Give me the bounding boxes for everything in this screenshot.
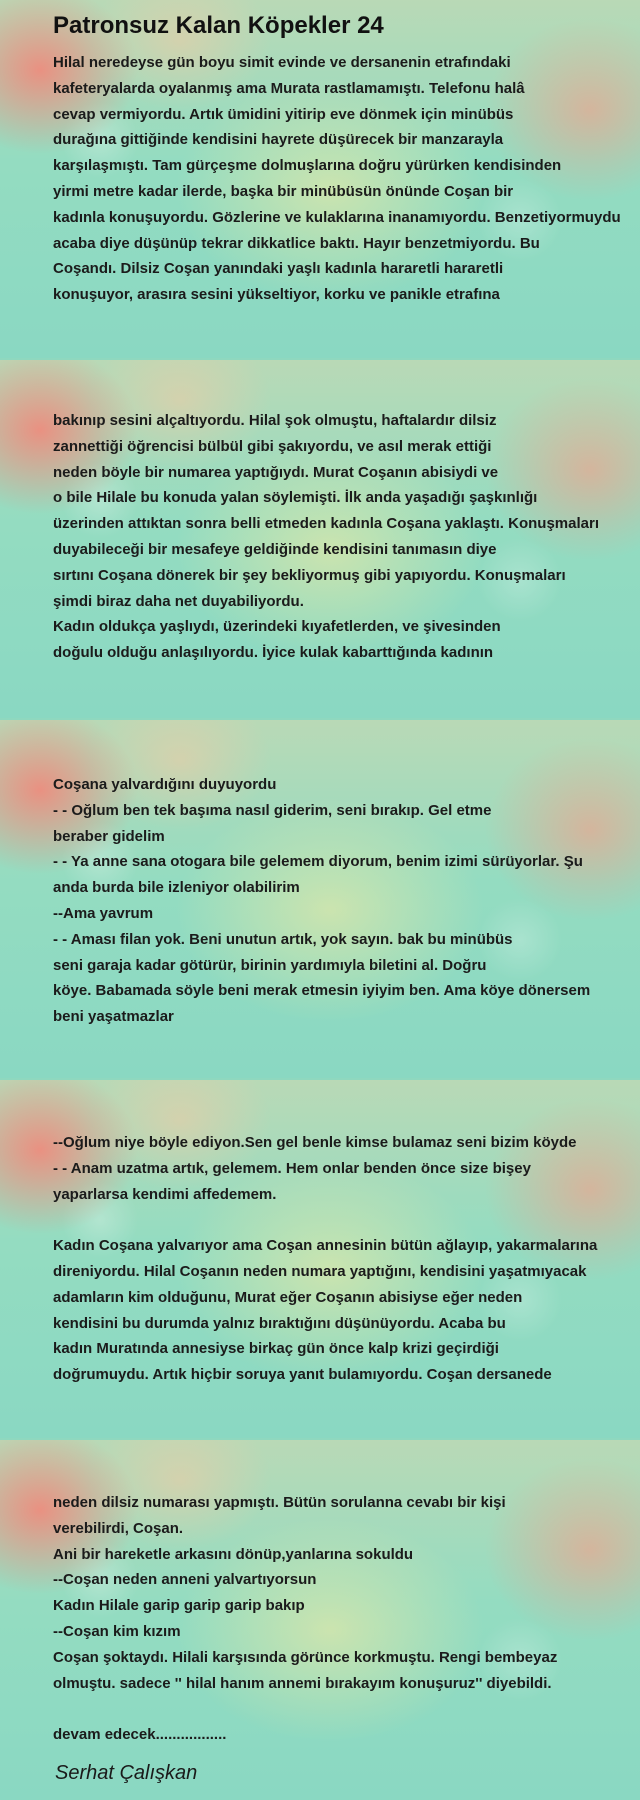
text-panel-2 [0, 360, 640, 718]
text-panel-4 [0, 1080, 640, 1438]
author-name[interactable]: Serhat Çalışkan [55, 1762, 198, 1784]
text-panel-3 [0, 720, 640, 1078]
poem-text-section-5: neden dilsiz numarası yapmıştı. Bütün sorulanna cevabı bir kişi verebilirdi, Coşan. Ani bir hareketle arkasını dönüp,yanlarına sokuldu --Coşan neden anneni yalvartıyorsun Kadın Hilale garip garip garip bakıp --Coşan kim kızım Coşan şoktaydı. Hilali karşısında görünce korkmuştu. Rengi bembeyaz olmuştu. sadece '' hilal hanım annemi bırakayım konuşuruz'' diyebildi. devam edecek................. [53, 1494, 558, 1744]
poem-text-section-4: --Oğlum niye böyle ediyon.Sen gel benle kimse bulamaz seni bizim köyde - - Anam uzatma artık, gelemem. Hem onlar benden önce size bişey yaparlarsa kendimi affedemem. Kadın Coşana yalvarıyor ama Coşan annesinin bütün ağlayıp, yakarmalarına direniyordu. Hilal Coşanın neden numara yaptığını, kendisini yaşatmıyacak adamların kim olduğunu, Murat eğer Coşanın abisiyse eğer neden kendisini bu durumda yalnız bıraktığını düşünüyordu. Acaba bu kadın Muratında annesiyse birkaç gün önce kalp krizi geçirdiği doğrumuydu. Artık hiçbir soruya yanıt bulamıyordu. Coşan dersanede [53, 1134, 598, 1384]
poem-text-section-3: Coşana yalvardığını duyuyordu - - Oğlum ben tek başıma nasıl giderim, seni bırakıp. Gel etme beraber gidelim - - Ya anne sana otogara bile gelemem diyorum, benim izimi sürüyorlar. Şu anda burda bile izleniyor olabilirim --Ama yavrum - - Aması filan yok. Beni unutun artık, yok sayın. bak bu minübüs seni garaja kadar götürür, birinin yardımıyla biletini al. Doğru köye. Babamada söyle beni merak etmesin iyiyim ben. Ama köye dönersem beni yaşatmazlar [53, 776, 591, 1026]
text-panel-1 [0, 0, 640, 358]
poem-text-section-2: bakınıp sesini alçaltıyordu. Hilal şok olmuştu, haftalardır dilsiz zannettiği öğrencisi bülbül gibi şakıyordu, ve asıl merak ettiği neden böyle bir numarea yaptığıydı. Murat Coşanın abisiydi ve o bile Hilale bu konuda yalan söylemişti. İlk anda yaşadığı şaşkınlığı üzerinden attıktan sonra belli etmeden kadınla Coşana yaklaştı. Konuşmaları duyabileceği bir mesafeye geldiğinde kendisini tanımasın diye sırtını Coşana dönerek bir şey bekliyormuş gibi yapıyordu. Konuşmaları şimdi biraz daha net duyabiliyordu. Kadın oldukça yaşlıydı, üzerindeki kıyafetlerden, ve şivesinden doğulu olduğu anlaşılıyordu. İyice kulak kabarttığında kadının [53, 412, 599, 662]
poem-title: Patronsuz Kalan Köpekler 24 [53, 12, 384, 39]
poem-text-section-1: Hilal neredeyse gün boyu simit evinde ve dersanenin etrafındaki kafeteryalarda oyalanmış ama Murata rastlamamıştı. Telefonu halâ cevap vermiyordu. Artık ümidini yitirip eve dönmek için minübüs durağına gittiğinde kendisini hayrete düşürecek bir manzarayla karşılaşmıştı. Tam gürçeşme dolmuşlarına doğru yürürken kendisinden yirmi metre kadar ilerde, başka bir minübüsün önünde Coşan bir kadınla konuşuyordu. Gözlerine ve kulaklarına inanamıyordu. Benzetiyormuydu acaba diye düşünüp tekrar dikkatlice baktı. Hayır benzetmiyordu. Bu Coşandı. Dilsiz Coşan yanındaki yaşlı kadınla hararetli hararetli konuşuyor, arasıra sesini yükseltiyor, korku ve panikle etrafına [53, 54, 621, 304]
text-panel-5 [0, 1440, 640, 1800]
